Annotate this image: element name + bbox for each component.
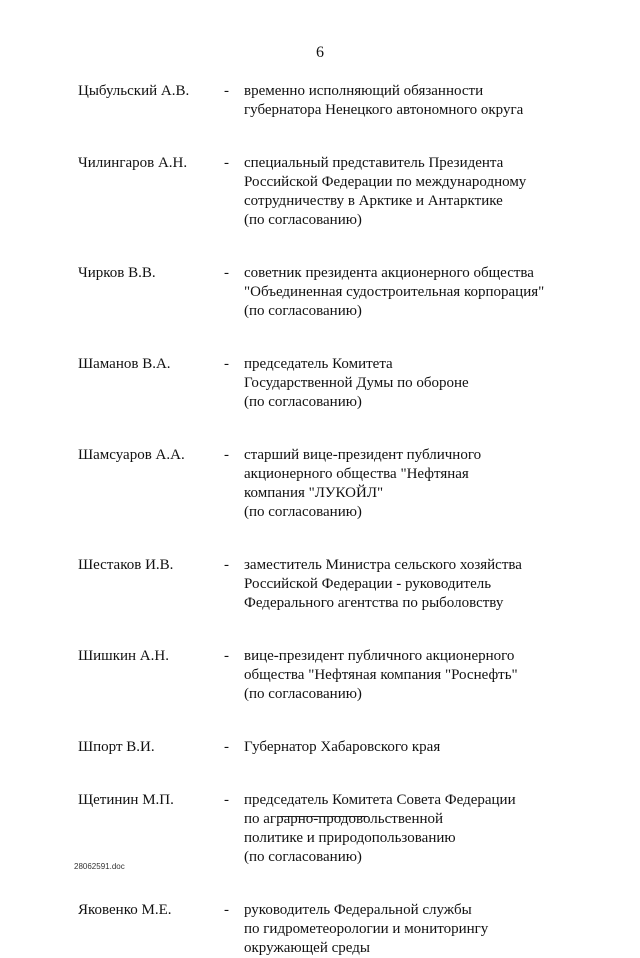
position-line: заместитель Министра сельского хозяйства: [244, 557, 522, 573]
position-line: акционерного общества "Нефтяная: [244, 466, 469, 482]
position-line: вице-президент публичного акционерного: [244, 648, 515, 664]
position-line: общества "Нефтяная компания "Роснефть": [244, 667, 518, 683]
position-line: сотрудничеству в Арктике и Антарктике: [244, 193, 503, 209]
position-line: председатель Комитета: [244, 356, 393, 372]
list-item: [78, 738, 618, 757]
dash-separator: -: [224, 902, 229, 918]
member-position: [244, 82, 618, 120]
member-position: [244, 647, 618, 704]
dash-separator: -: [224, 648, 229, 664]
position-line: Российской Федерации - руководитель: [244, 576, 492, 592]
list-item: [78, 154, 618, 230]
member-position: [244, 738, 618, 757]
list-item: [78, 647, 618, 704]
member-position: [244, 264, 618, 321]
position-line: Российской Федерации по международному: [244, 174, 527, 190]
list-item: [78, 446, 618, 522]
member-name: Щетинин М.П.: [78, 792, 174, 808]
position-line: губернатора Ненецкого автономного округа: [244, 102, 524, 118]
position-line: (по согласованию): [244, 849, 362, 865]
member-name: Шамсуаров А.А.: [78, 447, 185, 463]
member-name: Шаманов В.А.: [78, 356, 171, 372]
position-line: руководитель Федеральной службы: [244, 902, 472, 918]
member-list: [78, 82, 618, 958]
page-number: 6: [316, 44, 324, 61]
dash-separator: -: [224, 83, 229, 99]
position-line: председатель Комитета Совета Федерации: [244, 792, 516, 808]
dash-separator: -: [224, 557, 229, 573]
member-position: [244, 355, 618, 412]
position-line: старший вице-президент публичного: [244, 447, 482, 463]
member-name: Шестаков И.В.: [78, 557, 174, 573]
position-line: (по согласованию): [244, 212, 362, 228]
footer-filename: 28062591.doc: [74, 862, 125, 871]
member-name: Яковенко М.Е.: [78, 902, 172, 918]
dash-separator: -: [224, 155, 229, 171]
dash-separator: -: [224, 792, 229, 808]
member-name: Шпорт В.И.: [78, 739, 155, 755]
member-position: [244, 791, 618, 867]
member-name: Чирков В.В.: [78, 265, 156, 281]
list-item: [78, 556, 618, 613]
position-line: Губернатор Хабаровского края: [244, 739, 441, 755]
member-position: [244, 556, 618, 613]
position-line: (по согласованию): [244, 686, 362, 702]
list-item: [78, 355, 618, 412]
member-name: Шишкин А.Н.: [78, 648, 169, 664]
position-line: "Объединенная судостроительная корпорация": [244, 284, 545, 300]
member-position: [244, 154, 618, 230]
dash-separator: -: [224, 447, 229, 463]
position-line: по аграрно-продовольственной: [244, 811, 444, 827]
position-line: политике и природопользованию: [244, 830, 456, 846]
position-line: (по согласованию): [244, 504, 362, 520]
dash-separator: -: [224, 356, 229, 372]
position-line: (по согласованию): [244, 303, 362, 319]
member-name: Чилингаров А.Н.: [78, 155, 188, 171]
list-item: [78, 264, 618, 321]
position-line: (по согласованию): [244, 394, 362, 410]
list-item: [78, 82, 618, 120]
position-line: окружающей среды: [244, 940, 370, 956]
position-line: временно исполняющий обязанности: [244, 83, 484, 99]
dash-separator: -: [224, 739, 229, 755]
dash-separator: -: [224, 265, 229, 281]
position-line: советник президента акционерного общества: [244, 265, 534, 281]
position-line: специальный представитель Президента: [244, 155, 504, 171]
position-line: Федерального агентства по рыболовству: [244, 595, 504, 611]
position-line: компания "ЛУКОЙЛ": [244, 485, 384, 501]
member-name: Цыбульский А.В.: [78, 83, 190, 99]
member-position: [244, 446, 618, 522]
list-item: [78, 901, 618, 958]
separator-line: [278, 816, 368, 817]
list-item: [78, 791, 618, 867]
position-line: Государственной Думы по обороне: [244, 375, 469, 391]
member-position: [244, 901, 618, 958]
position-line: по гидрометеорологии и мониторингу: [244, 921, 489, 937]
